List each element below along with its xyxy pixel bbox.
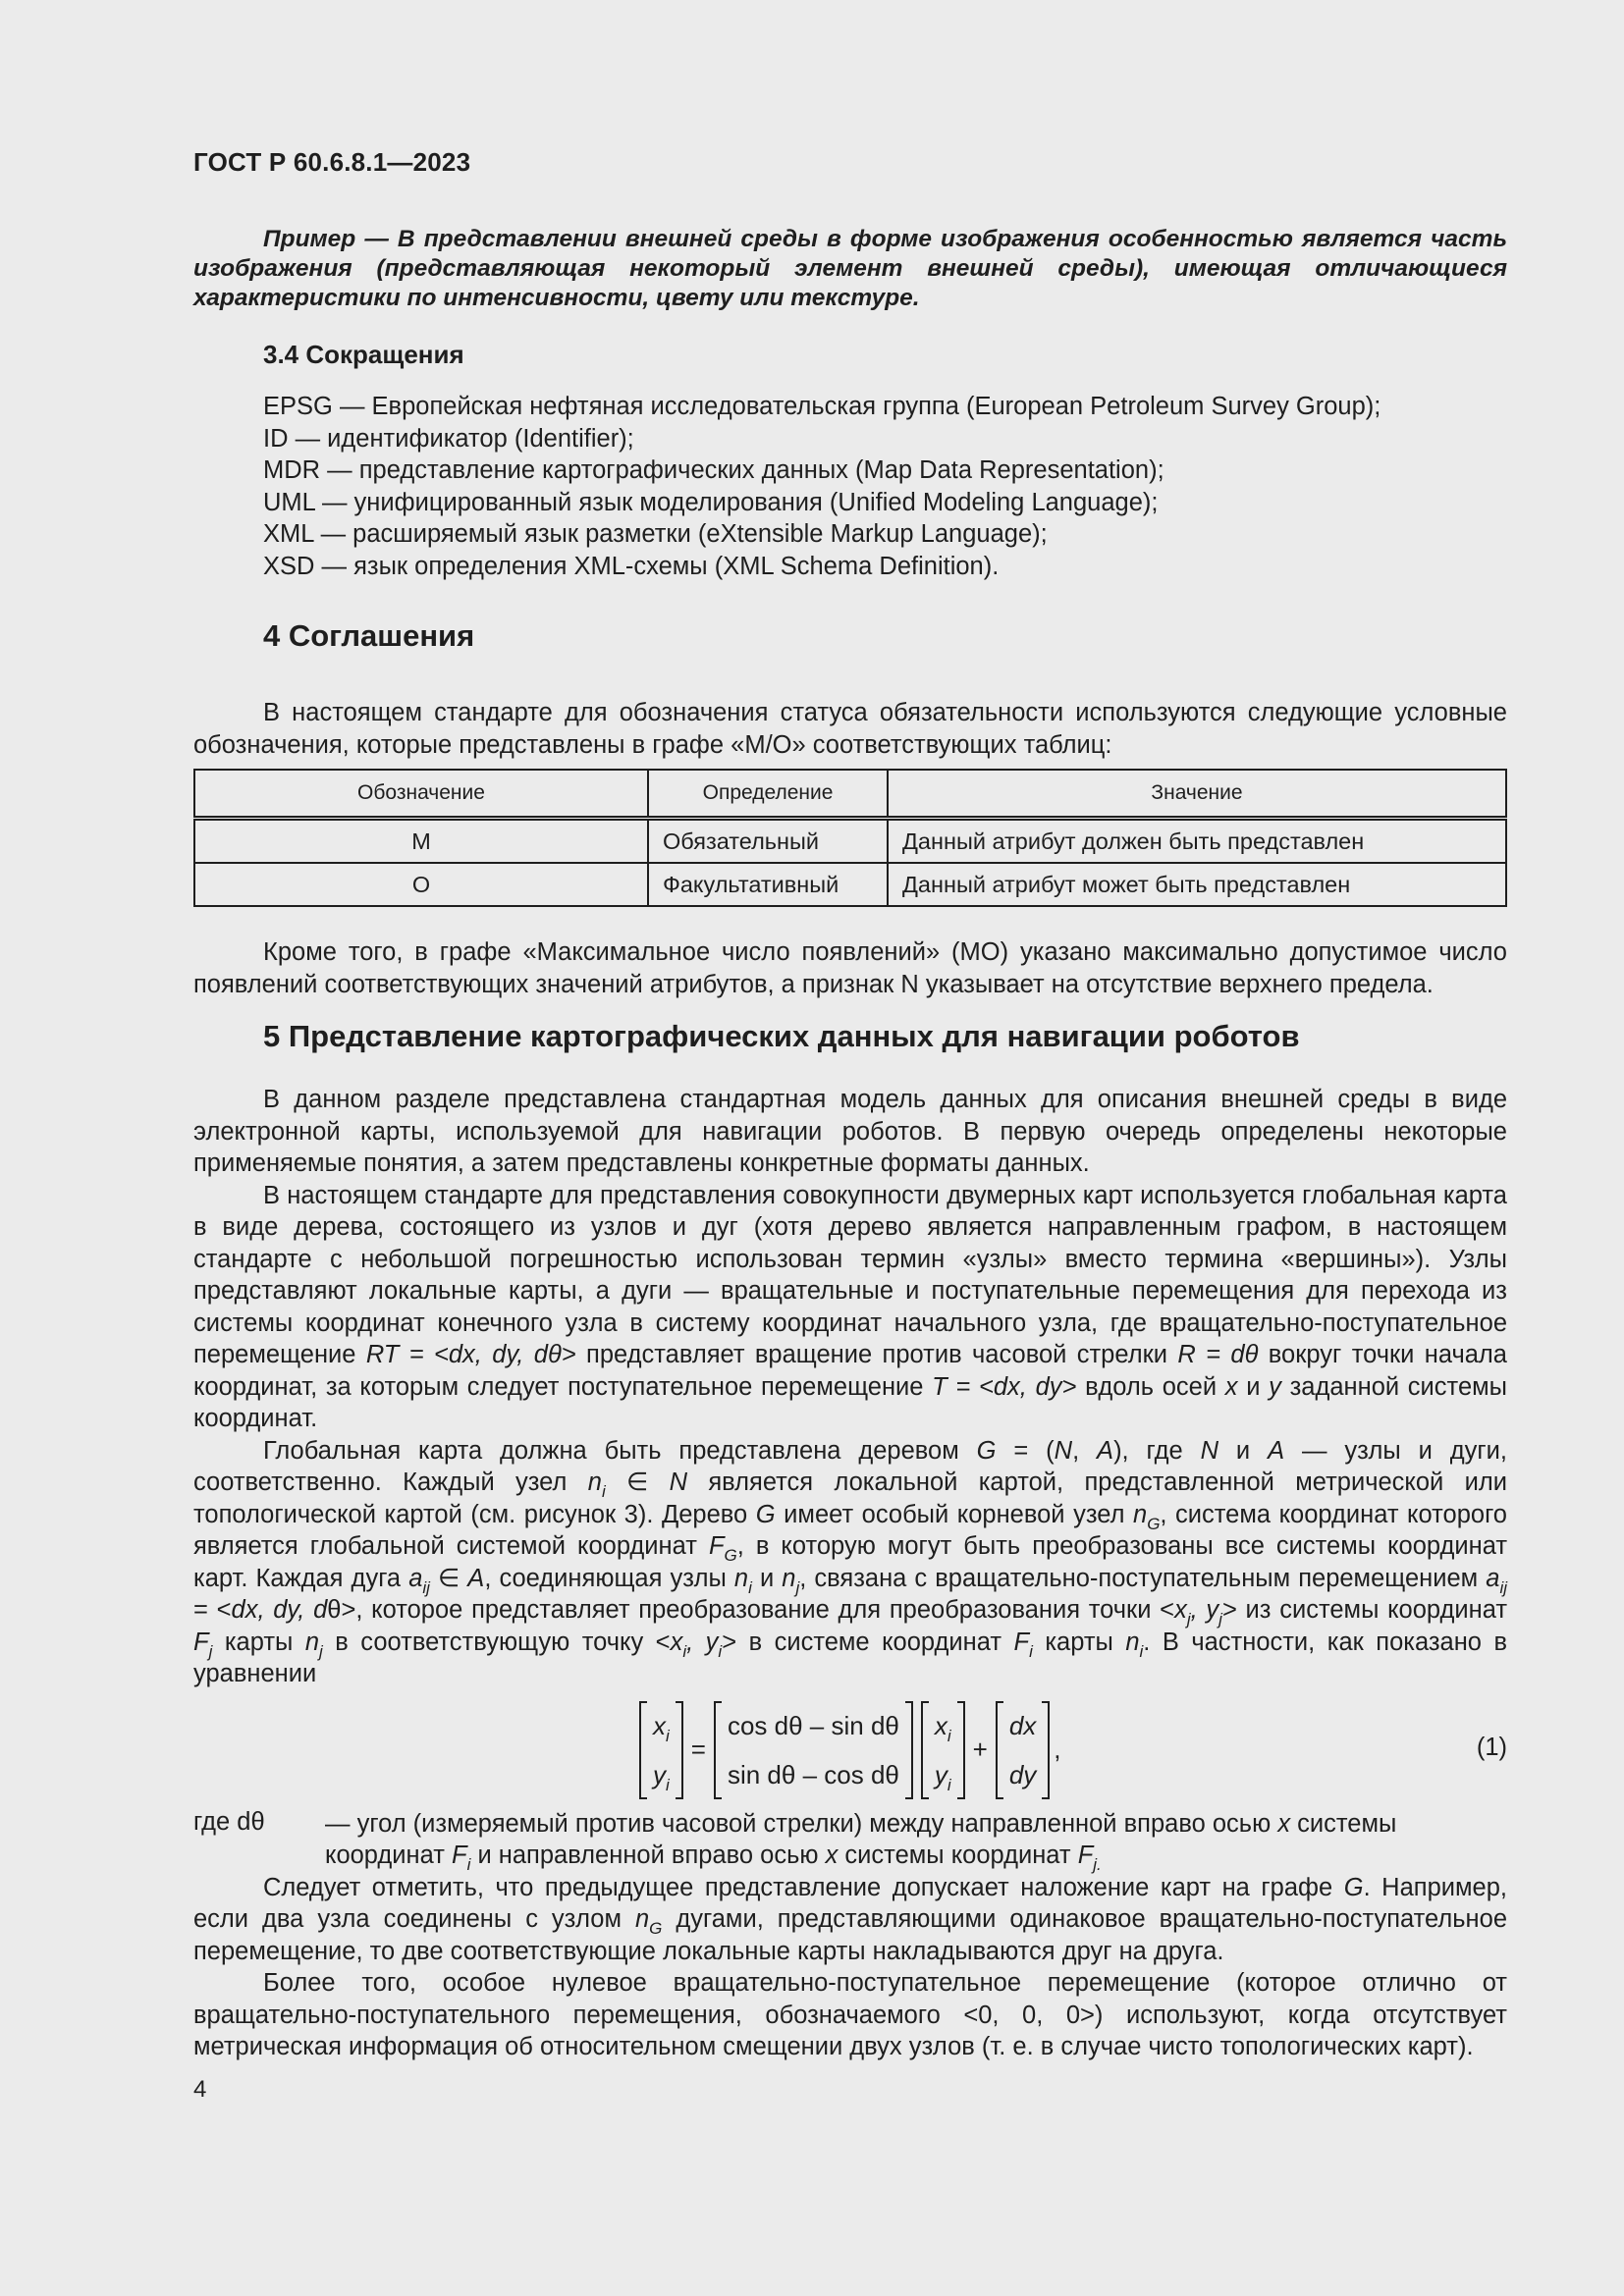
abbreviation-item: ID — идентификатор (Identifier); [263, 424, 634, 453]
where-term: где dθ [193, 1807, 265, 1836]
table-cell: Факультативный [648, 863, 888, 906]
paragraph: Более того, особое нулевое вращательно-поступательное перемещение (которое отлично от вращательно-поступательного перемещения, обозначаемого <0, 0, 0>) используют, когда отсутствует метрическая информация об относительном смещении двух узлов (т. е. в случае чисто топологических карт). [193, 1969, 1507, 2060]
section-4 [193, 616, 1507, 1000]
section-5-title: 5 Представление картографических данных для навигации роботов [263, 1019, 1300, 1053]
abbreviation-list [263, 391, 1507, 582]
translation-vector: dx dy [996, 1701, 1050, 1799]
paragraph: В настоящем стандарте для представления совокупности двумерных карт используется глобальная карта в виде дерева, состоящего из узлов и дуг (хотя дерево является направленным графом, в настоящем стандарте с небольшой погрешностью использован термин «узлы» вместо термина «вершины»). Узлы представляют локальные карты, а дуги — вращательные и поступательные перемещения для перехода из системы координат конечного узла в систему координат начального узла, где вращательно-поступательное перемещение RT = <dx, dy, dθ> представляет вращение против часовой стрелки R = dθ вокруг точки начала координат, за которым следует поступательное перемещение T = <dx, dy> вдоль осей x и y заданной системы координат. [193, 1181, 1507, 1432]
abbreviation-item: UML — унифицированный язык моделирования (Unified Modeling Language); [263, 488, 1159, 516]
section-3-4-title: 3.4 Сокращения [263, 340, 464, 369]
page-number: 4 [193, 2076, 207, 2103]
equation-number: (1) [1476, 1733, 1507, 1761]
example-note [193, 225, 1507, 313]
table-header-row [194, 770, 1506, 819]
equation-1 [193, 1696, 1507, 1804]
abbreviation-item: XML — расширяемый язык разметки (eXtensible Markup Language); [263, 520, 1048, 548]
table-row [194, 863, 1506, 906]
section-4-intro: В настоящем стандарте для обозначения статуса обязательности используются следующие условные обозначения, которые представлены в графе «M/O» соответствующих таблиц: [193, 699, 1507, 759]
table-header-cell: Обозначение [194, 770, 648, 819]
paragraph: Следует отметить, что предыдущее представление допускает наложение карт на графе G. Например, если два узла соединены с узлом $n_G$ дугами, представляющими одинаковое вращательно-поступательное перемещение, то две соответствующие локальные карты накладываются друг на друга. [193, 1873, 1507, 1965]
section-4-title: 4 Соглашения [263, 618, 475, 653]
abbreviation-item: MDR — представление картографических данных (Map Data Representation); [263, 456, 1164, 484]
conventions-table [193, 769, 1507, 907]
section-3-4 [193, 338, 1507, 582]
table-cell: O [194, 863, 648, 906]
paragraph: Глобальная карта должна быть представлена деревом G = (N, A), где N и A — узлы и дуги, соответственно. Каждый узел $n_i$ ∈ N является локальной картой, представленной метрической или топологической картой (см. рисунок 3). Дерево G имеет особый корневой узел $n_G$, система координат которого является глобальной системой координат $F_G$, в которую могут быть преобразованы все системы координат карт. Каждая дуга $a_{ij}$ ∈ A, соединяющая узлы $n_i$ и $n_j$, связана с вращательно-поступательным перемещением $a_{ij} = <dx$, dy, dθ>, которое представляет преобразование для преобразования точки $<x_j$, $y_j>$ из системы координат $F_j$ карты $n_j$ в соответствующую точку $<x_i$, $y_i> в$ системе координат $F_i$ карты $n_i$. В частности, как показано в уравнении [193, 1436, 1508, 1687]
where-definition: — угол (измеряемый против часовой стрелки) между направленной вправо осью x системы координат $F_i$ и направленной вправо осью x системы координат $F_{j.}$ [325, 1809, 1397, 1874]
abbreviation-item: XSD — язык определения XML-схемы (XML Schema Definition). [263, 552, 1000, 580]
rotation-matrix: cos dθ – sin dθ sin dθ – cos dθ [714, 1701, 913, 1799]
equation-body: $x_i$ $y_i$ = cos dθ – sin dθ sin dθ – cos dθ $x_i$ $y_i$ + dx dy , [635, 1696, 1061, 1804]
table-cell: Обязательный [648, 819, 888, 864]
where-clause [193, 1808, 1507, 1872]
abbreviation-item: EPSG — Европейская нефтяная исследовательская группа (European Petroleum Survey Group); [263, 393, 1381, 420]
table-header-cell: Значение [888, 770, 1506, 819]
section-5 [193, 1017, 1507, 2063]
paragraph: В данном разделе представлена стандартная модель данных для описания внешней среды в виде электронной карты, используемой для навигации роботов. В первую очередь определены некоторые применяемые понятия, а затем представлены конкретные форматы данных. [193, 1086, 1507, 1177]
example-text: Пример — В представлении внешней среды в форме изображения особенностью является часть изображения (представляющая некоторый элемент внешней среды), имеющая отличающиеся характеристики по интенсивности, цвету или текстуре. [193, 226, 1507, 311]
table-cell: M [194, 819, 648, 864]
document-header: ГОСТ Р 60.6.8.1—2023 [193, 147, 471, 177]
table-row [194, 819, 1506, 864]
section-4-after: Кроме того, в графе «Максимальное число появлений» (MO) указано максимально допустимое число появлений соответствующих значений атрибутов, а признак N указывает на отсутствие верхнего предела. [193, 938, 1507, 998]
table-cell: Данный атрибут должен быть представлен [888, 819, 1506, 864]
table-cell: Данный атрибут может быть представлен [888, 863, 1506, 906]
rhs-vector: $x_i$ $y_i$ [921, 1701, 965, 1799]
lhs-vector: $x_i$ $y_i$ [639, 1701, 683, 1799]
table-header-cell: Определение [648, 770, 888, 819]
